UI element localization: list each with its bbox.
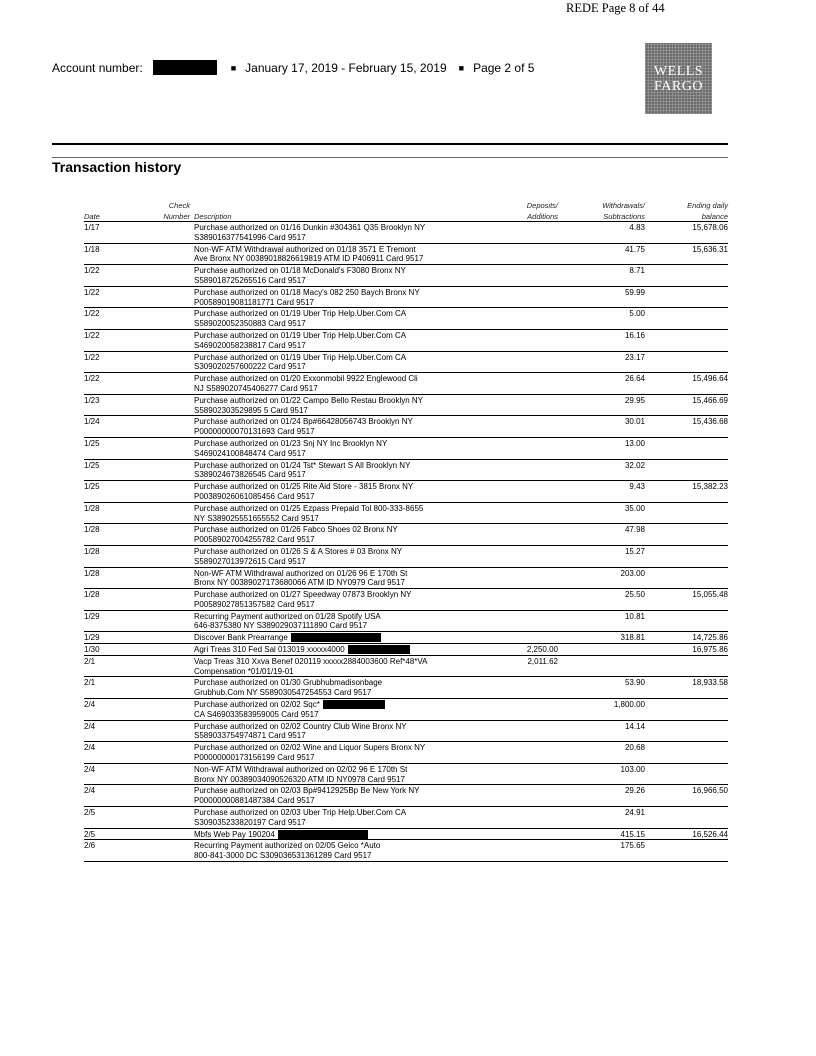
- row-description: [194, 644, 484, 655]
- description-line: [194, 461, 484, 471]
- row-description: [194, 330, 484, 351]
- row-date: 1/22: [84, 330, 100, 340]
- description-line: [194, 645, 484, 655]
- table-row: [84, 373, 728, 395]
- description-line: [194, 678, 484, 688]
- row-withdrawal: 30.01: [624, 417, 645, 427]
- row-description: [194, 589, 484, 610]
- row-withdrawal: 29.26: [624, 786, 645, 796]
- row-balance: 15,436.68: [692, 417, 728, 427]
- col-deposits-line1: Deposits/: [526, 201, 558, 210]
- description-text: Discover Bank Prearrange: [194, 633, 288, 643]
- row-description: [194, 287, 484, 308]
- description-line: S309035233820197 Card 9517: [194, 817, 306, 827]
- col-check-line1: Check: [168, 201, 190, 210]
- description-line: P00000000070131693 Card 9517: [194, 427, 315, 437]
- row-withdrawal: 53.90: [624, 678, 645, 688]
- description-line: [194, 633, 484, 643]
- col-check-line2: Number: [163, 212, 190, 221]
- row-description: [194, 546, 484, 567]
- table-row: [84, 265, 728, 287]
- row-date: 1/25: [84, 460, 100, 470]
- table-row: [84, 330, 728, 352]
- row-withdrawal: 4.83: [629, 223, 645, 232]
- description-line: [194, 417, 484, 427]
- description-text: Purchase authorized on 02/03 Uber Trip Help.Uber.Com CA: [194, 808, 407, 818]
- wells-fargo-logo: [645, 43, 712, 114]
- row-withdrawal: 25.50: [624, 590, 645, 600]
- row-description: [194, 764, 484, 785]
- table-row: [84, 632, 728, 644]
- row-withdrawal: 35.00: [624, 503, 645, 513]
- row-description: [194, 840, 484, 861]
- row-withdrawal: 26.64: [624, 374, 645, 384]
- row-withdrawal: 14.14: [624, 721, 645, 731]
- table-row: [84, 699, 728, 721]
- description-text: Purchase authorized on 01/25 Ezpass Prepaid Tol 800-333-8655: [194, 503, 424, 513]
- description-line: [194, 700, 484, 710]
- row-date: 2/4: [84, 786, 96, 796]
- row-withdrawal: 8.71: [629, 266, 645, 276]
- description-text: Purchase authorized on 01/26 Fabco Shoes 02 Bronx NY: [194, 525, 398, 535]
- row-date: 1/28: [84, 568, 100, 578]
- description-line: [194, 830, 484, 840]
- description-line: NY S389025551655552 Card 9517: [194, 513, 319, 523]
- description-line: P00000000173156199 Card 9517: [194, 753, 315, 763]
- row-date: 1/23: [84, 395, 100, 405]
- row-date: 2/5: [84, 808, 96, 818]
- description-line: [194, 245, 484, 255]
- row-balance: 16,975.86: [692, 645, 728, 655]
- description-line: P00589019081181771 Card 9517: [194, 297, 314, 307]
- table-row: [84, 481, 728, 503]
- description-line: Grubhub.Com NY S589030547254553 Card 9517: [194, 688, 372, 698]
- description-text: Non-WF ATM Withdrawal authorized on 02/02 96 E 170th St: [194, 764, 408, 774]
- redaction-box: [323, 700, 385, 709]
- description-line: S58902303529895 5 Card 9517: [194, 405, 308, 415]
- description-text: Purchase authorized on 01/19 Uber Trip Help.Uber.Com CA: [194, 330, 407, 340]
- description-line: NJ S589020745406277 Card 9517: [194, 383, 318, 393]
- row-description: [194, 395, 484, 416]
- description-text: Purchase authorized on 01/24 Tst* Stewart S All Brooklyn NY: [194, 460, 411, 470]
- row-date: 1/28: [84, 525, 100, 535]
- description-line: [194, 657, 484, 667]
- description-line: S469024100848474 Card 9517: [194, 448, 306, 458]
- description-text: Non-WF ATM Withdrawal authorized on 01/26 96 E 170th St: [194, 568, 408, 578]
- table-row: [84, 644, 728, 656]
- description-line: [194, 288, 484, 298]
- row-withdrawal: 15.27: [624, 546, 645, 556]
- redaction-box: [348, 645, 410, 654]
- description-text: Purchase authorized on 02/02 Sqc*: [194, 700, 320, 710]
- description-line: [194, 504, 484, 514]
- row-description: [194, 460, 484, 481]
- description-text: Purchase authorized on 01/19 Uber Trip Help.Uber.Com CA: [194, 309, 407, 319]
- description-text: Non-WF ATM Withdrawal authorized on 01/18 3571 E Tremont: [194, 244, 416, 254]
- table-row: [84, 656, 728, 678]
- description-line: S389024673826545 Card 9517: [194, 470, 306, 480]
- table-row: [84, 785, 728, 807]
- description-text: Purchase authorized on 01/20 Exxonmobil 9922 Englewood Cli: [194, 374, 418, 384]
- row-withdrawal: 203.00: [620, 568, 645, 578]
- table-row: [84, 568, 728, 590]
- description-text: Purchase authorized on 01/30 Grubhubmadisonbage: [194, 678, 383, 688]
- description-line: Bronx NY 00389027173680066 ATM ID NY0979 Card 9517: [194, 578, 405, 588]
- section-title: Transaction history: [52, 159, 182, 175]
- row-deposit: 2,011.62: [527, 656, 558, 666]
- table-row: [84, 840, 728, 862]
- redaction-box: [291, 633, 381, 642]
- statement-period: January 17, 2019 - February 15, 2019: [245, 60, 447, 75]
- table-row: [84, 611, 728, 633]
- logo-line-2: FARGO: [654, 78, 703, 94]
- description-line: Ave Bronx NY 00389018826619819 ATM ID P406911 Card 9517: [194, 254, 424, 264]
- row-withdrawal: 415.15: [620, 829, 645, 839]
- row-description: [194, 677, 484, 698]
- description-line: CA S469033583959005 Card 9517: [194, 709, 319, 719]
- row-description: [194, 721, 484, 742]
- description-line: [194, 525, 484, 535]
- table-row: [84, 244, 728, 266]
- description-text: Purchase authorized on 01/25 Rite Aid Store - 3815 Bronx NY: [194, 482, 414, 492]
- description-line: P00589027004255782 Card 9517: [194, 535, 315, 545]
- description-line: [194, 547, 484, 557]
- description-line: S589033754974871 Card 9517: [194, 731, 306, 741]
- row-withdrawal: 47.98: [624, 525, 645, 535]
- row-description: [194, 742, 484, 763]
- table-row: [84, 677, 728, 699]
- description-line: [194, 841, 484, 851]
- description-line: P00389026061085456 Card 9517: [194, 491, 315, 501]
- table-row: [84, 721, 728, 743]
- row-deposit: 2,250.00: [526, 645, 558, 655]
- row-description: [194, 611, 484, 632]
- description-line: [194, 786, 484, 796]
- table-row: [84, 308, 728, 330]
- description-text: Purchase authorized on 02/02 Wine and Liquor Supers Bronx NY: [194, 743, 426, 753]
- description-line: [194, 743, 484, 753]
- row-date: 1/28: [84, 503, 100, 513]
- row-withdrawal: 29.95: [624, 395, 645, 405]
- bullet-icon: ■: [230, 62, 237, 73]
- row-description: [194, 632, 484, 643]
- description-line: 646-8375380 NY S389029037111890 Card 9517: [194, 621, 368, 631]
- page-label: REDE Page 8 of 44: [566, 1, 665, 15]
- row-date: 1/30: [84, 645, 100, 655]
- description-line: S469020058238817 Card 9517: [194, 340, 306, 350]
- row-description: [194, 829, 484, 840]
- row-description: [194, 416, 484, 437]
- description-text: Recurring Payment authorized on 02/05 Geico *Auto: [194, 841, 381, 851]
- col-balance-line1: Ending daily: [687, 201, 728, 210]
- description-line: [194, 482, 484, 492]
- redaction-box: [153, 60, 217, 75]
- row-withdrawal: 9.43: [629, 482, 645, 492]
- table-row: [84, 416, 728, 438]
- row-withdrawal: 32.02: [624, 460, 645, 470]
- row-description: [194, 503, 484, 524]
- row-date: 1/22: [84, 309, 100, 319]
- description-line: [194, 439, 484, 449]
- row-date: 1/29: [84, 611, 100, 621]
- col-date: Date: [84, 212, 100, 221]
- description-line: [194, 590, 484, 600]
- row-description: [194, 699, 484, 720]
- description-line: [194, 396, 484, 406]
- col-withdrawals-line2: Subtractions: [603, 212, 645, 221]
- col-deposits-line2: Additions: [527, 212, 558, 221]
- row-withdrawal: 24.91: [624, 808, 645, 818]
- row-description: [194, 352, 484, 373]
- table-row: [84, 222, 728, 244]
- row-date: 2/4: [84, 743, 96, 753]
- description-line: [194, 266, 484, 276]
- description-text: Purchase authorized on 02/02 Country Club Wine Bronx NY: [194, 721, 407, 731]
- row-withdrawal: 1,800.00: [613, 700, 645, 710]
- row-date: 1/28: [84, 590, 100, 600]
- row-date: 2/1: [84, 656, 96, 666]
- row-date: 1/22: [84, 287, 100, 297]
- row-date: 1/22: [84, 352, 100, 362]
- table-row: [84, 287, 728, 309]
- row-balance: 14,725.86: [692, 633, 728, 643]
- col-withdrawals-line1: Withdrawals/: [602, 201, 645, 210]
- row-withdrawal: 13.00: [624, 438, 645, 448]
- description-line: Bronx NY 00389034090526320 ATM ID NY0978 Card 9517: [194, 774, 405, 784]
- description-text: Vacp Treas 310 Xxva Benef 020119 xxxxx2884003600 Ref*48*VA: [194, 656, 428, 666]
- description-line: S589027013972615 Card 9517: [194, 556, 306, 566]
- row-withdrawal: 175.65: [620, 841, 645, 851]
- row-date: 2/6: [84, 841, 96, 851]
- row-description: [194, 373, 484, 394]
- description-line: S389016377541996 Card 9517: [194, 232, 306, 242]
- row-balance: 15,496.64: [692, 374, 728, 384]
- row-date: 1/24: [84, 417, 100, 427]
- description-line: S589018725265516 Card 9517: [194, 275, 306, 285]
- table-row: [84, 503, 728, 525]
- description-line: S309020257600222 Card 9517: [194, 362, 306, 372]
- description-line: P00000000881487384 Card 9517: [194, 796, 315, 806]
- row-date: 1/25: [84, 482, 100, 492]
- row-withdrawal: 103.00: [620, 764, 645, 774]
- row-withdrawal: 10.81: [624, 611, 645, 621]
- page-number: Page 2 of 5: [473, 60, 535, 75]
- row-description: [194, 807, 484, 828]
- row-withdrawal: 59.99: [624, 287, 645, 297]
- description-text: Mbfs Web Pay 190204: [194, 829, 275, 839]
- row-balance: 15,382.23: [692, 482, 728, 492]
- table-row: [84, 742, 728, 764]
- row-date: 2/1: [84, 678, 96, 688]
- description-line: [194, 353, 484, 363]
- description-line: P00589027851357582 Card 9517: [194, 599, 315, 609]
- row-balance: 18,933.58: [692, 678, 728, 688]
- redaction-box: [278, 830, 368, 839]
- row-date: 2/4: [84, 700, 96, 710]
- table-row: [84, 546, 728, 568]
- description-text: Agri Treas 310 Fed Sal 013019 xxxxx4000: [194, 645, 345, 655]
- row-description: [194, 656, 484, 677]
- divider: [52, 143, 728, 145]
- table-row: [84, 460, 728, 482]
- bullet-icon: ■: [458, 62, 465, 73]
- description-text: Purchase authorized on 01/27 Speedway 07873 Brooklyn NY: [194, 590, 412, 600]
- row-balance: 16,526.44: [692, 829, 728, 839]
- row-description: [194, 481, 484, 502]
- description-text: Purchase authorized on 02/03 Bp#9412925Bp Be New York NY: [194, 786, 420, 796]
- divider: [52, 157, 728, 158]
- description-line: [194, 309, 484, 319]
- col-check: [160, 200, 190, 222]
- description-text: Purchase authorized on 01/19 Uber Trip Help.Uber.Com CA: [194, 352, 407, 362]
- table-row: [84, 829, 728, 841]
- description-line: [194, 223, 484, 233]
- row-withdrawal: 20.68: [624, 743, 645, 753]
- description-text: Purchase authorized on 01/22 Campo Bello Restau Brooklyn NY: [194, 395, 424, 405]
- row-date: 2/5: [84, 829, 96, 839]
- row-date: 1/29: [84, 633, 100, 643]
- description-line: 800-841-3000 DC S309036531361289 Card 9517: [194, 851, 372, 861]
- row-description: [194, 222, 484, 243]
- row-withdrawal: 5.00: [629, 309, 645, 319]
- row-description: [194, 438, 484, 459]
- row-date: 1/22: [84, 374, 100, 384]
- description-text: Purchase authorized on 01/16 Dunkin #304361 Q35 Brooklyn NY: [194, 223, 426, 232]
- row-withdrawal: 41.75: [624, 244, 645, 254]
- row-balance: 16,966.50: [692, 786, 728, 796]
- row-date: 2/4: [84, 721, 96, 731]
- row-withdrawal: 16.16: [624, 330, 645, 340]
- description-text: Purchase authorized on 01/26 S & A Stores # 03 Bronx NY: [194, 546, 403, 556]
- description-line: [194, 808, 484, 818]
- row-balance: 15,678.06: [692, 223, 728, 232]
- description-line: [194, 722, 484, 732]
- row-balance: 15,055.48: [692, 590, 728, 600]
- row-date: 1/28: [84, 546, 100, 556]
- row-description: [194, 308, 484, 329]
- description-line: Compensation *01/01/19-01: [194, 666, 294, 676]
- table-row: [84, 352, 728, 374]
- description-text: Purchase authorized on 01/18 Macy's 082 250 Baych Bronx NY: [194, 287, 420, 297]
- row-date: 2/4: [84, 764, 96, 774]
- col-description: Description: [194, 212, 232, 221]
- row-description: [194, 244, 484, 265]
- description-line: [194, 331, 484, 341]
- row-description: [194, 785, 484, 806]
- row-description: [194, 568, 484, 589]
- row-date: 1/22: [84, 266, 100, 276]
- row-date: 1/25: [84, 438, 100, 448]
- row-date: 1/18: [84, 244, 100, 254]
- row-date: 1/17: [84, 223, 100, 232]
- description-line: [194, 374, 484, 384]
- description-line: S589020052350883 Card 9517: [194, 319, 306, 329]
- table-row: [84, 807, 728, 829]
- row-withdrawal: 23.17: [624, 352, 645, 362]
- table-row: [84, 395, 728, 417]
- description-line: [194, 569, 484, 579]
- row-description: [194, 265, 484, 286]
- col-deposits: [484, 200, 558, 222]
- col-balance: [647, 200, 728, 222]
- description-text: Recurring Payment authorized on 01/28 Spotify USA: [194, 611, 381, 621]
- table-row: [84, 589, 728, 611]
- description-line: [194, 612, 484, 622]
- row-description: [194, 524, 484, 545]
- row-balance: 15,466.69: [692, 395, 728, 405]
- description-text: Purchase authorized on 01/23 Snj NY Inc Brooklyn NY: [194, 438, 388, 448]
- description-text: Purchase authorized on 01/24 Bp#66428056743 Brooklyn NY: [194, 417, 413, 427]
- row-withdrawal: 318.81: [620, 633, 645, 643]
- description-line: [194, 765, 484, 775]
- account-label: Account number:: [52, 60, 143, 75]
- account-header: [52, 60, 534, 75]
- transaction-table: [84, 222, 728, 862]
- table-row: [84, 764, 728, 786]
- table-row: [84, 438, 728, 460]
- table-row: [84, 524, 728, 546]
- row-balance: 15,636.31: [692, 244, 728, 254]
- col-withdrawals: [560, 200, 645, 222]
- col-balance-line2: balance: [701, 212, 728, 221]
- logo-line-1: WELLS: [653, 63, 704, 79]
- description-text: Purchase authorized on 01/18 McDonald's F3080 Bronx NY: [194, 266, 406, 276]
